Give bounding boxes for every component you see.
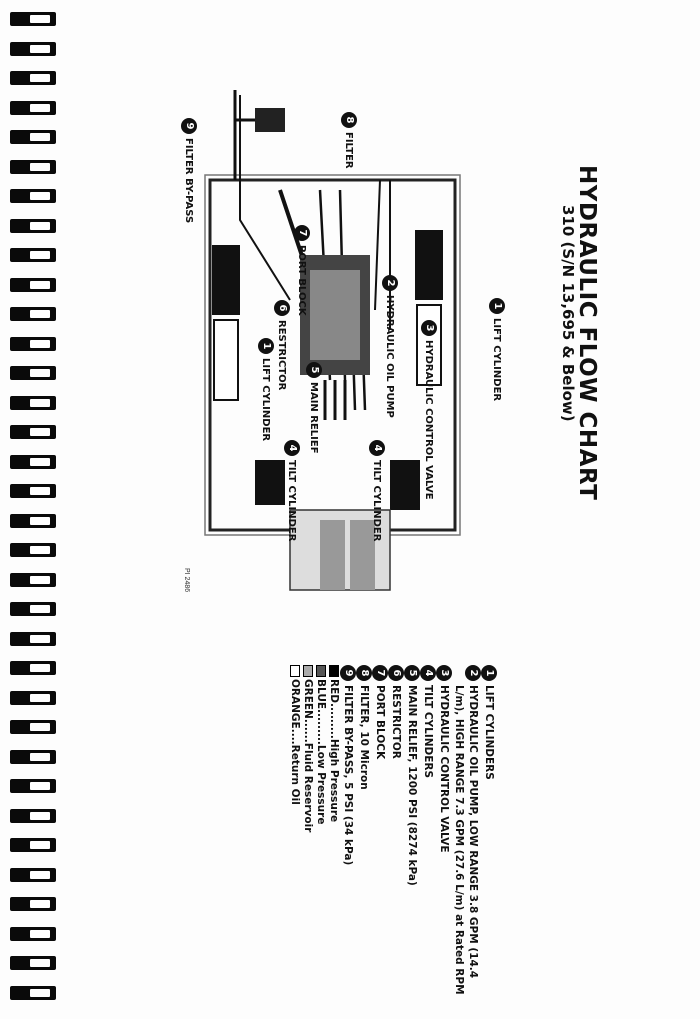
binding-hole	[30, 281, 50, 289]
binding-hole	[30, 310, 50, 318]
binding-hole	[30, 104, 50, 112]
lift-cylinder-left-rod	[214, 320, 238, 400]
pump-core	[310, 270, 360, 360]
binding-hole	[30, 900, 50, 908]
callout-port-block: 7PORT BLOCK	[294, 225, 310, 316]
binding-hole	[30, 133, 50, 141]
tilt-cylinder-left	[255, 460, 285, 505]
binding-hole	[30, 399, 50, 407]
valve-spools	[325, 380, 345, 420]
spiral-binding	[0, 0, 60, 1019]
binding-hole	[30, 841, 50, 849]
binding-hole	[30, 428, 50, 436]
callout-filter: 8FILTER	[341, 112, 357, 169]
lift-cylinder-right-body	[415, 230, 443, 300]
binding-hole	[30, 163, 50, 171]
binding-hole	[30, 546, 50, 554]
legend-item-5: 5MAIN RELIEF, 1200 PSI (8274 kPa)	[404, 665, 420, 995]
bucket-plate-left	[320, 520, 345, 590]
binding-hole	[30, 605, 50, 613]
binding-hole	[30, 989, 50, 997]
binding-hole	[30, 517, 50, 525]
legend-item-4: 4TILT CYLINDERS	[420, 665, 436, 995]
binding-hole	[30, 723, 50, 731]
legend-item-2-cont: L/m), HIGH RANGE 7.3 GPM (27.6 L/m) at Rated RPM	[453, 685, 465, 995]
swatch-blue	[316, 665, 326, 677]
binding-hole	[30, 340, 50, 348]
binding-hole	[30, 74, 50, 82]
legend-color-red: RED.........High Pressure	[327, 665, 340, 995]
legend-color-orange: ORANGE....Return Oil	[288, 665, 301, 995]
binding-hole	[30, 487, 50, 495]
binding-hole	[30, 369, 50, 377]
legend-item-7: 7PORT BLOCK	[372, 665, 388, 995]
legend-color-green: GREEN......Fluid Reservoir	[301, 665, 314, 995]
legend-item-1: 1LIFT CYLINDERS	[481, 665, 497, 995]
figure-code: PI 2486	[183, 568, 190, 593]
legend-color-blue: BLUE.........Low Pressure	[314, 665, 327, 995]
binding-hole	[30, 192, 50, 200]
legend-item-8: 8FILTER, 10 Micron	[356, 665, 372, 995]
swatch-red	[329, 665, 339, 677]
page-title: HYDRAULIC FLOW CHART	[574, 165, 600, 501]
callout-tilt-cylinder-left: 4TILT CYLINDER	[284, 440, 300, 541]
tilt-cylinder-right	[390, 460, 420, 510]
lift-cylinder-left-body	[212, 245, 240, 315]
legend-item-2: 2HYDRAULIC OIL PUMP, LOW RANGE 3.8 GPM (14.4	[465, 665, 481, 995]
binding-hole	[30, 45, 50, 53]
callout-lift-cylinder-right: 1LIFT CYLINDER	[489, 298, 505, 401]
binding-hole	[30, 251, 50, 259]
binding-hole	[30, 576, 50, 584]
binding-hole	[30, 930, 50, 938]
legend-item-9: 9FILTER BY-PASS, 5 PSI (34 kPa)	[340, 665, 356, 995]
callout-hydraulic-control-valve: 3HYDRAULIC CONTROL VALVE	[421, 320, 437, 500]
legend-item-6: 6RESTRICTOR	[388, 665, 404, 995]
binding-hole	[30, 694, 50, 702]
legend-item-3: 3HYDRAULIC CONTROL VALVE	[436, 665, 452, 995]
swatch-orange	[290, 665, 300, 677]
page-subtitle: 310 (S/N 13,695 & Below)	[559, 205, 577, 422]
callout-main-relief: 5MAIN RELIEF	[306, 362, 322, 454]
callout-hydraulic-oil-pump: 2HYDRAULIC OIL PUMP	[382, 275, 398, 418]
callout-filter-bypass: 9FILTER BY-PASS	[181, 118, 197, 223]
binding-hole	[30, 812, 50, 820]
binding-hole	[30, 222, 50, 230]
binding-hole	[30, 458, 50, 466]
swatch-green	[303, 665, 313, 677]
binding-hole	[30, 15, 50, 23]
filter-canister	[255, 108, 285, 132]
binding-hole	[30, 871, 50, 879]
legend	[288, 665, 497, 995]
callout-restrictor: 6RESTRICTOR	[274, 300, 290, 390]
binding-hole	[30, 782, 50, 790]
callout-tilt-cylinder-right: 4TILT CYLINDER	[369, 440, 385, 541]
hydraulic-diagram	[180, 80, 500, 600]
binding-hole	[30, 753, 50, 761]
callout-lift-cylinder-left: 1LIFT CYLINDER	[258, 338, 274, 441]
binding-hole	[30, 635, 50, 643]
binding-hole	[30, 959, 50, 967]
binding-hole	[30, 664, 50, 672]
